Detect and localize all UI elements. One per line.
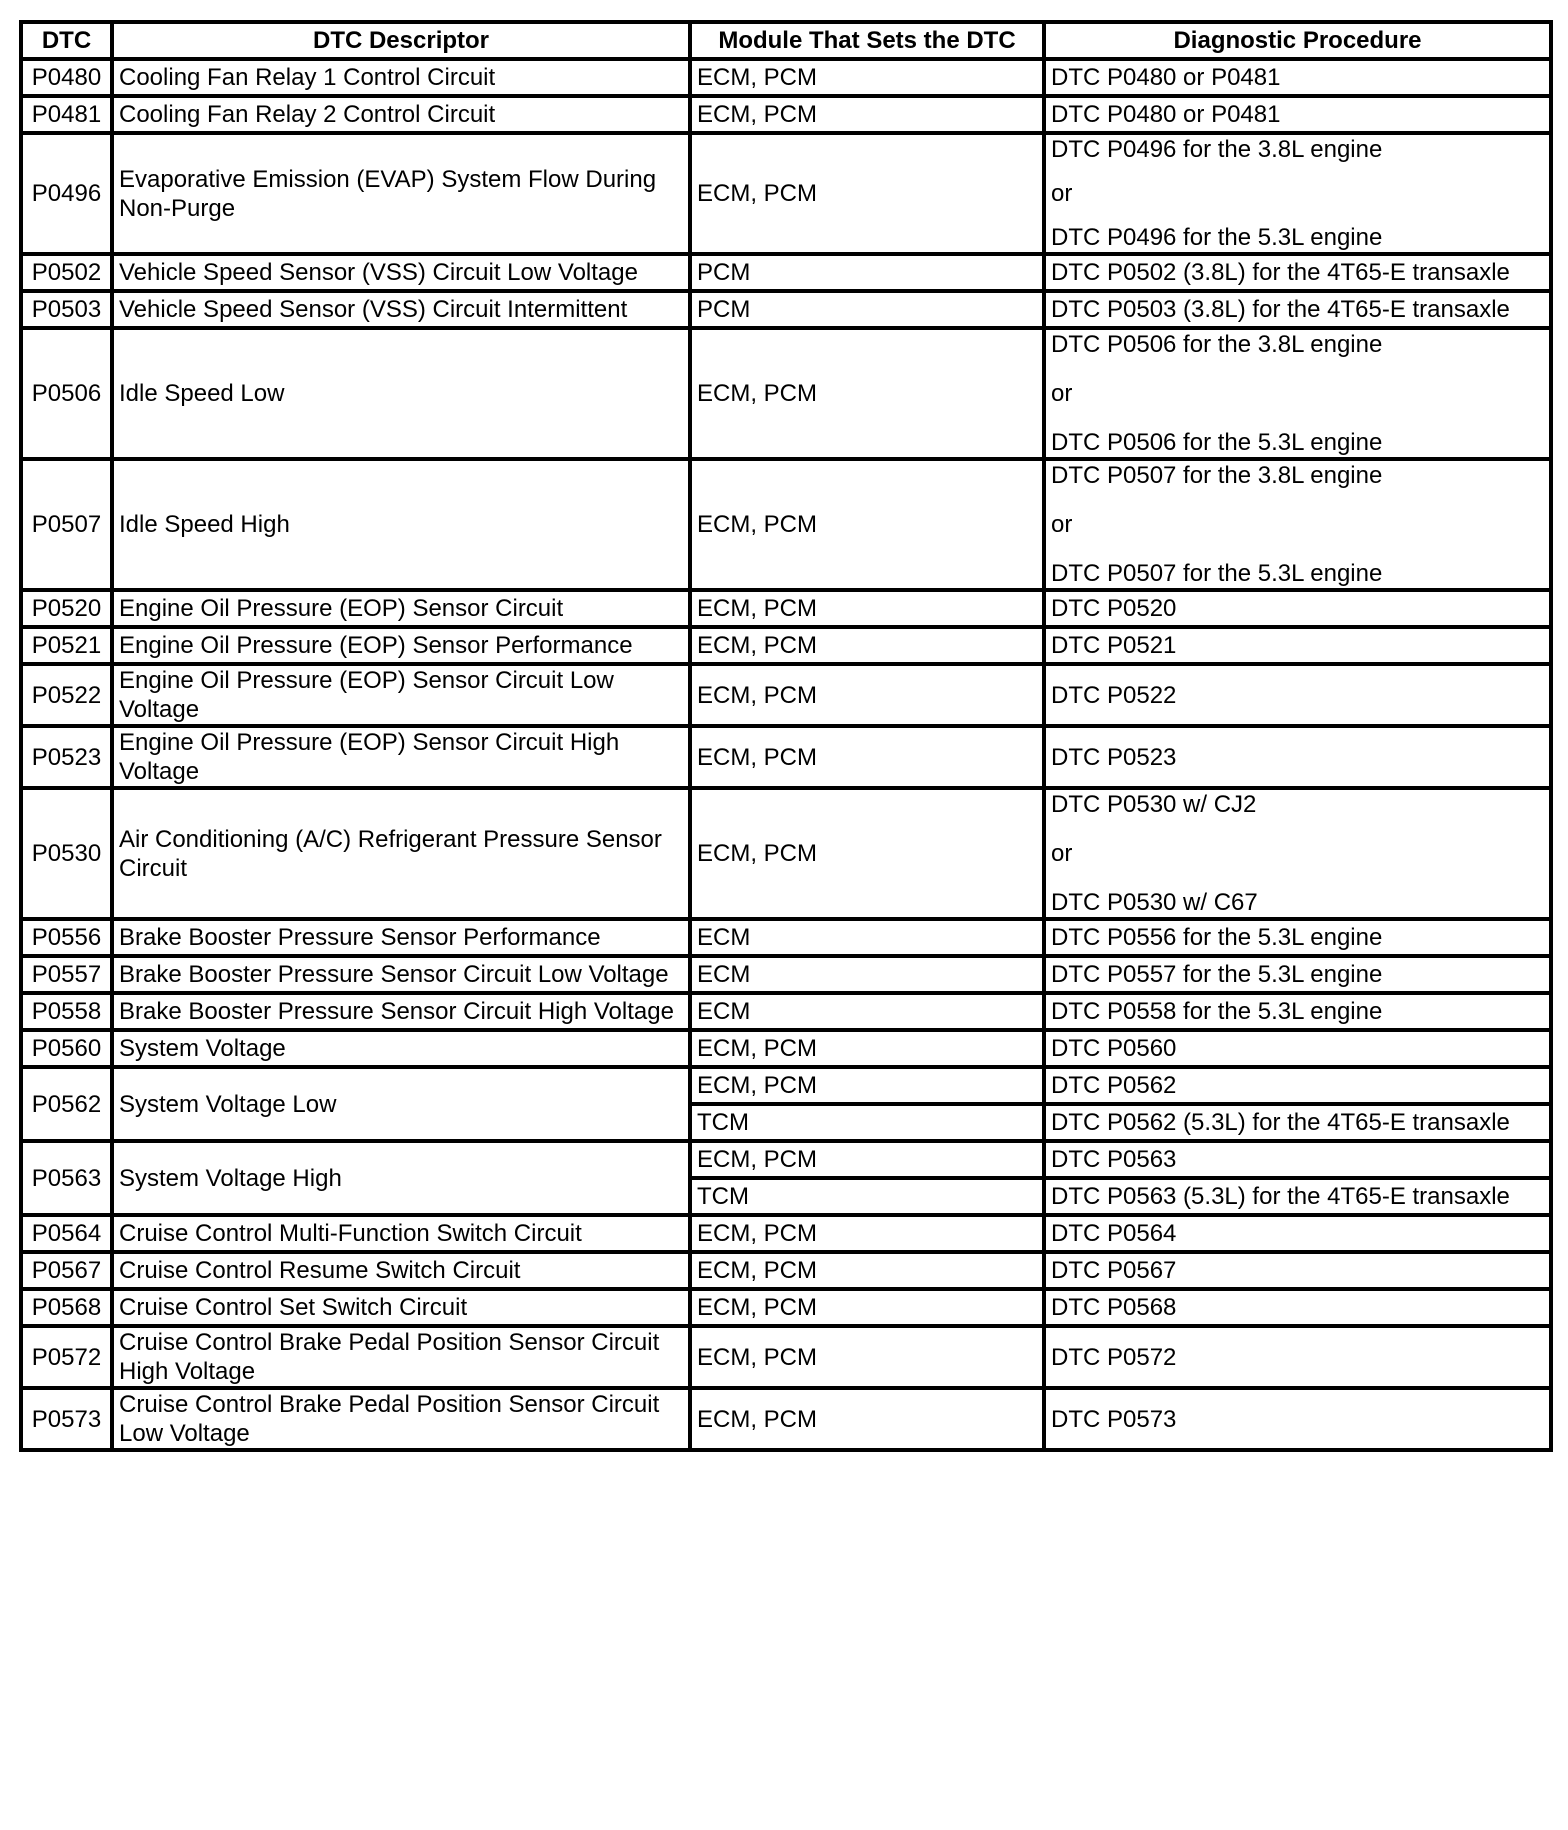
table-row [21, 1289, 1551, 1326]
dtc-code: P0496 [21, 133, 112, 254]
dtc-code: P0557 [21, 956, 112, 993]
table-row [21, 459, 1551, 590]
dtc-procedure: DTC P0563 (5.3L) for the 4T65-E transaxle [1044, 1178, 1551, 1215]
dtc-module: ECM, PCM [690, 459, 1044, 590]
procedure-line: or [1051, 511, 1073, 538]
dtc-module: ECM, PCM [690, 590, 1044, 627]
dtc-procedure: DTC P0560 [1044, 1030, 1551, 1067]
table-row [21, 788, 1551, 919]
dtc-descriptor: Cooling Fan Relay 1 Control Circuit [112, 59, 690, 96]
dtc-module: TCM [690, 1178, 1044, 1215]
dtc-procedure: DTC P0502 (3.8L) for the 4T65-E transaxle [1044, 254, 1551, 291]
dtc-procedure: DTC P0523 [1044, 726, 1551, 788]
table-row [21, 919, 1551, 956]
dtc-module: ECM, PCM [690, 328, 1044, 459]
header-procedure: Diagnostic Procedure [1044, 22, 1551, 59]
dtc-descriptor: System Voltage Low [112, 1067, 690, 1141]
dtc-module: PCM [690, 254, 1044, 291]
dtc-procedure: DTC P0567 [1044, 1252, 1551, 1289]
dtc-procedure: DTC P0562 [1044, 1067, 1551, 1104]
procedure-line: DTC P0530 w/ CJ2 [1051, 791, 1257, 818]
dtc-module: ECM, PCM [690, 1067, 1044, 1104]
dtc-descriptor: Vehicle Speed Sensor (VSS) Circuit Low Voltage [112, 254, 690, 291]
header-row [21, 22, 1551, 59]
table-row [21, 590, 1551, 627]
dtc-code: P0521 [21, 627, 112, 664]
dtc-code: P0568 [21, 1289, 112, 1326]
procedure-line: or [1051, 380, 1073, 407]
dtc-procedure: DTC P0558 for the 5.3L engine [1044, 993, 1551, 1030]
dtc-descriptor: Evaporative Emission (EVAP) System Flow During Non-Purge [112, 133, 690, 254]
dtc-descriptor: Cruise Control Brake Pedal Position Sensor Circuit Low Voltage [112, 1388, 690, 1450]
dtc-code: P0481 [21, 96, 112, 133]
table-row [21, 1326, 1551, 1388]
dtc-procedure: DTC P0562 (5.3L) for the 4T65-E transaxle [1044, 1104, 1551, 1141]
dtc-descriptor: Brake Booster Pressure Sensor Circuit Low Voltage [112, 956, 690, 993]
dtc-procedure: DTC P0572 [1044, 1326, 1551, 1388]
dtc-descriptor: Idle Speed Low [112, 328, 690, 459]
dtc-descriptor: Cooling Fan Relay 2 Control Circuit [112, 96, 690, 133]
dtc-module: ECM, PCM [690, 59, 1044, 96]
table-row [21, 1030, 1551, 1067]
dtc-procedure: DTC P0521 [1044, 627, 1551, 664]
dtc-code: P0567 [21, 1252, 112, 1289]
dtc-module: ECM, PCM [690, 96, 1044, 133]
dtc-procedure: DTC P0564 [1044, 1215, 1551, 1252]
table-row [21, 664, 1551, 726]
dtc-code: P0562 [21, 1067, 112, 1141]
dtc-code: P0556 [21, 919, 112, 956]
dtc-module: ECM, PCM [690, 1141, 1044, 1178]
dtc-code: P0506 [21, 328, 112, 459]
dtc-code: P0507 [21, 459, 112, 590]
table-row [21, 96, 1551, 133]
table-row [21, 328, 1551, 459]
dtc-module: ECM [690, 956, 1044, 993]
table-row [21, 993, 1551, 1030]
procedure-line: DTC P0496 for the 3.8L engine [1051, 136, 1383, 163]
dtc-procedure [1044, 133, 1551, 254]
table-row [21, 627, 1551, 664]
dtc-procedure: DTC P0480 or P0481 [1044, 96, 1551, 133]
dtc-code: P0522 [21, 664, 112, 726]
dtc-module: ECM, PCM [690, 1252, 1044, 1289]
dtc-table [19, 20, 1553, 1452]
dtc-descriptor: Idle Speed High [112, 459, 690, 590]
dtc-descriptor: Vehicle Speed Sensor (VSS) Circuit Intermittent [112, 291, 690, 328]
dtc-procedure [1044, 459, 1551, 590]
table-row [21, 133, 1551, 254]
dtc-module: ECM [690, 919, 1044, 956]
dtc-module: ECM, PCM [690, 1326, 1044, 1388]
table-row [21, 1388, 1551, 1450]
procedure-line: DTC P0507 for the 3.8L engine [1051, 462, 1383, 489]
dtc-procedure: DTC P0563 [1044, 1141, 1551, 1178]
dtc-code: P0523 [21, 726, 112, 788]
dtc-descriptor: Cruise Control Multi-Function Switch Circuit [112, 1215, 690, 1252]
table-row [21, 1067, 1551, 1104]
table-row [21, 291, 1551, 328]
table-row [21, 254, 1551, 291]
dtc-procedure: DTC P0522 [1044, 664, 1551, 726]
dtc-module: ECM [690, 993, 1044, 1030]
dtc-descriptor: Cruise Control Resume Switch Circuit [112, 1252, 690, 1289]
dtc-descriptor: Engine Oil Pressure (EOP) Sensor Circuit Low Voltage [112, 664, 690, 726]
dtc-procedure: DTC P0557 for the 5.3L engine [1044, 956, 1551, 993]
dtc-code: P0502 [21, 254, 112, 291]
dtc-descriptor: Cruise Control Brake Pedal Position Sensor Circuit High Voltage [112, 1326, 690, 1388]
procedure-line: DTC P0496 for the 5.3L engine [1051, 224, 1383, 251]
dtc-module: ECM, PCM [690, 788, 1044, 919]
dtc-procedure: DTC P0503 (3.8L) for the 4T65-E transaxle [1044, 291, 1551, 328]
table-row [21, 956, 1551, 993]
dtc-module: TCM [690, 1104, 1044, 1141]
dtc-module: ECM, PCM [690, 133, 1044, 254]
dtc-module: ECM, PCM [690, 627, 1044, 664]
procedure-line: DTC P0506 for the 5.3L engine [1051, 429, 1383, 456]
dtc-module: ECM, PCM [690, 1215, 1044, 1252]
dtc-procedure: DTC P0480 or P0481 [1044, 59, 1551, 96]
procedure-line: DTC P0507 for the 5.3L engine [1051, 560, 1383, 587]
dtc-module: PCM [690, 291, 1044, 328]
header-module: Module That Sets the DTC [690, 22, 1044, 59]
dtc-module: ECM, PCM [690, 726, 1044, 788]
dtc-descriptor: Cruise Control Set Switch Circuit [112, 1289, 690, 1326]
dtc-descriptor: Air Conditioning (A/C) Refrigerant Pressure Sensor Circuit [112, 788, 690, 919]
procedure-line: or [1051, 180, 1073, 207]
dtc-code: P0564 [21, 1215, 112, 1252]
dtc-descriptor: System Voltage [112, 1030, 690, 1067]
dtc-code: P0563 [21, 1141, 112, 1215]
dtc-code: P0560 [21, 1030, 112, 1067]
table-row [21, 1252, 1551, 1289]
procedure-line: DTC P0506 for the 3.8L engine [1051, 331, 1383, 358]
header-dtc: DTC [21, 22, 112, 59]
table-row [21, 1141, 1551, 1178]
dtc-descriptor: Brake Booster Pressure Sensor Circuit High Voltage [112, 993, 690, 1030]
dtc-descriptor: Engine Oil Pressure (EOP) Sensor Circuit High Voltage [112, 726, 690, 788]
dtc-procedure: DTC P0573 [1044, 1388, 1551, 1450]
table-row [21, 726, 1551, 788]
header-descriptor: DTC Descriptor [112, 22, 690, 59]
dtc-descriptor: Engine Oil Pressure (EOP) Sensor Performance [112, 627, 690, 664]
dtc-descriptor: Engine Oil Pressure (EOP) Sensor Circuit [112, 590, 690, 627]
dtc-procedure: DTC P0556 for the 5.3L engine [1044, 919, 1551, 956]
dtc-module: ECM, PCM [690, 1388, 1044, 1450]
dtc-descriptor: Brake Booster Pressure Sensor Performance [112, 919, 690, 956]
dtc-procedure: DTC P0520 [1044, 590, 1551, 627]
procedure-line: or [1051, 840, 1073, 867]
dtc-code: P0480 [21, 59, 112, 96]
dtc-code: P0520 [21, 590, 112, 627]
table-row [21, 1215, 1551, 1252]
dtc-code: P0573 [21, 1388, 112, 1450]
dtc-descriptor: System Voltage High [112, 1141, 690, 1215]
dtc-module: ECM, PCM [690, 1289, 1044, 1326]
dtc-code: P0530 [21, 788, 112, 919]
dtc-module: ECM, PCM [690, 1030, 1044, 1067]
dtc-procedure [1044, 788, 1551, 919]
dtc-code: P0503 [21, 291, 112, 328]
dtc-module: ECM, PCM [690, 664, 1044, 726]
dtc-code: P0572 [21, 1326, 112, 1388]
dtc-procedure [1044, 328, 1551, 459]
dtc-procedure: DTC P0568 [1044, 1289, 1551, 1326]
dtc-code: P0558 [21, 993, 112, 1030]
table-row [21, 59, 1551, 96]
procedure-line: DTC P0530 w/ C67 [1051, 889, 1258, 916]
